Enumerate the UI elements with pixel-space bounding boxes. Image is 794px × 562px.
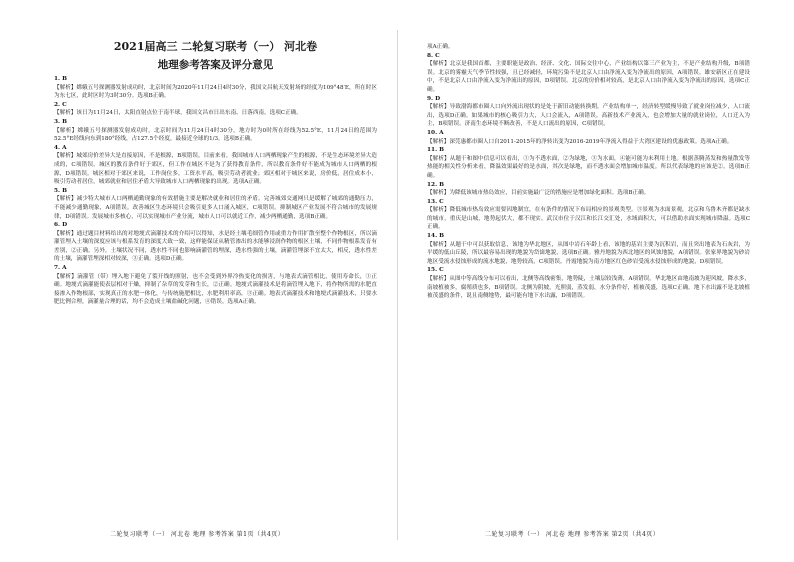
answer-explanation: 【解析】降低城市热岛效应需要因地制宜，在有条件的情况下布局相应的景观类型。③景观为水面景观，北京和乌鲁木齐都是缺水的城市，重庆是山城，地势起伏大，都不现实。武汉市位于汉江和长江交汇处，水域面积大，可以借助水面实现城市降温。选项C正确。 xyxy=(427,207,750,231)
answer-item xyxy=(427,146,750,180)
answer-explanation: 【解析】从题干和图中信息可以看出，①为不透水面，②为绿地，③为水面，④能可能为未利用土地。根据蒸腾蒸发和热量散发等热能的相关性分析来看，降温效果最好的是水面，其次是绿地，而不透水面会增加城市温度。所以代表绿地的应该是②。选项B正确。 xyxy=(427,155,750,179)
answer-item xyxy=(427,232,750,266)
answer-number: 3. B xyxy=(54,118,67,125)
answer-item xyxy=(54,144,377,187)
answer-item xyxy=(54,101,377,118)
answer-page-2 xyxy=(397,0,794,562)
answer-number: 1. B xyxy=(54,76,67,82)
answer-explanation: 【解析】通过题目材料给出的对地埂式滴灌技术的介绍可以得知，水是经土壤毛细管作用或重力作用扩散至整个作物根区，所以滴灌管埋入土壤的深度应该与根系发育的深度大致一致，这样能保证从精管渗出的水能够浸润作物的根区土壤，不同作物根系发育有差别，②正确。另外，土壤状况不同，透水性不同也影响滴灌管的埋深，透水性强的土壤，滴灌管埋深不宜太大，相反，透水性差的土壤，滴灌管埋深相对较深，③正确。选项D正确。 xyxy=(54,230,377,263)
answer-item xyxy=(427,198,750,232)
answer-item xyxy=(54,187,377,221)
answer-number: 7. A xyxy=(54,265,67,272)
answer-item xyxy=(54,221,377,264)
answer-number: 14. B xyxy=(427,233,445,240)
answer-explanation: 【解析】深莞惠都市圈人口自2011-2015年的净转出变为2016-2019年净流入得益于大湾区建设的优惠政策。选项A正确。 xyxy=(427,138,733,145)
answer-explanation: 【解析】导致渤海都市圈人口向外流出现状的是处于新旧动能转换期，产业结构单一，经济转型缓慢导致了就业岗位减少，人口流出，选项D正确。如果城市的核心吸引力大，人口会流入，A项错误。高新技术产业流入，也会增加大量的就业岗位，人口迁入为主，B项错误。济南生态环境不断改善，不是人口流出的原因，C项错误。 xyxy=(427,104,750,128)
answer-explanation: 项A正确。 xyxy=(427,44,454,50)
answer-number: 5. B xyxy=(54,187,67,194)
answer-explanation: 【解析】滴灌管（带）埋入地下避免了裂开线的照射，也不会受到外界冷热变化的损害，与地表式滴管相比，使用寿命长，①正确。地埂式滴灌能使表层相对干燥，抑制了杂草的发芽和生长，②正确。地埂式滴灌技术是将滴管埋入地下，将作物所需的水肥直接渗入作物根部，实现真正的水肥一体化，与传统施肥相比，水肥利用率高，③正确。地表式滴灌技术和地埂式滴灌技术，只要水肥比例合理，滴灌量合理的话，均不会造成土壤盐碱化问题，④错误。选项A正确。 xyxy=(54,273,377,306)
answer-explanation: 【解析】城郊房价差异大是直接原因，不是根源，B项错误。目前来看，我国城市人口两栖现象产生的根源，不是生态环境差异大造成的，C项错误。城区的教育条件好于郊区，但工作在城区不是为了获得教育条件，所以教育条件好不能成为城市人口两栖的根源，D项错误。城区相对于郊区来说，工作岗位多，工资水平高，吸引劳动者就业；郊区相对于城区来说，房价低，居住成本小，吸引劳动者居住，城郊就业和居住矛盾大导致城市人口两栖现象的出现。选项A正确。 xyxy=(54,153,377,186)
answer-number: 13. C xyxy=(427,198,444,205)
answer-item xyxy=(427,266,750,300)
document-subtitle: 地理参考答案及评分意见 xyxy=(157,59,274,71)
answer-number: 2. C xyxy=(54,101,67,108)
answer-explanation: 【解析】北京是我国首都，主要职能是政治、经济、文化、国际交往中心，产业结构以第三产业为主，不是产业结构升级，B项错误。北京的雾霾天气季节性较强，且已经减轻，环境污染不是北京人口由净流入变为净流出的原因，A项错误。雄安新区正在建设中，不是北京人口由净流入变为净流出的原因，D项错误。北京的房价相对较高，是北京人口由净流入变为净流出的原因，选项C正确。 xyxy=(427,61,750,93)
answer-list-right xyxy=(427,43,750,301)
answer-explanation: 【解析】嫦娥五号探测器发射成功时，北京时间为11月24日4时30分，地方时为0时所在经线为52.5°E，11月24日的范围为52.5°E经线向东到180°经线，占127.5个经度，最接近全球的1/3。选项B正确。 xyxy=(54,127,377,143)
answer-explanation: 【解析】为降低该城市热岛效应，目前实施最广泛的措施应是增加绿化面积。选项B正确。 xyxy=(427,190,650,197)
answer-item xyxy=(427,95,750,129)
answer-number: 8. C xyxy=(427,52,440,59)
answer-item xyxy=(427,129,750,146)
answer-item xyxy=(54,118,377,144)
answer-explanation: 【解析】减少特大城市人口两栖通勤现象的有效措施主要是解决就业和居住的矛盾。完善城郊交通网只是缓解了城郊的通勤压力，不能减少通勤现象，A项错误。改善城区生态环境只会吸引更多人口涌入城区，C项错误。抑制城区产业发展不符合城市的发展规律，D项错误。发展城市多核心，可以实现城市产业分流，城市人口可以就近工作，减少两栖通勤，选项B正确。 xyxy=(54,196,377,220)
answer-item xyxy=(427,181,750,198)
answer-number: 11. B xyxy=(427,147,445,154)
page-footer-2: 二轮复习联考（一） 河北卷 地理 参考答案 第2页（共4页） xyxy=(485,531,660,538)
answer-number: 10. A xyxy=(427,129,444,136)
answer-item xyxy=(54,264,377,307)
answer-number: 15. C xyxy=(427,267,444,274)
answer-item xyxy=(427,43,750,52)
page-footer-1: 二轮复习联考（一） 河北卷 地理 参考答案 第1页（共4页） xyxy=(110,531,285,538)
answer-explanation: 【解析】该日为11月24日，太阳直射点位于南半球，我国文昌市日出东南、日落西南。选项C正确。 xyxy=(54,110,302,117)
answer-number: 6. D xyxy=(54,222,68,229)
answer-number: 9. D xyxy=(427,95,441,102)
answer-item xyxy=(54,75,377,101)
answer-explanation: 【解析】从题干中可以获取信息，该地为华北地区，从图中岩石年龄上看，该地的基岩主要为沉积岩，而且突出地表为石灰岩，为平缓的低山丘陵，所以最容易出现的地貌为岱崮地貌，选项B正确。雅丹地貌为西北地区的风蚀地貌，A项错误。张家界地貌为砂岩地区受流水侵蚀形成的流水地貌，地势较高，C项错误。丹霞地貌为南方地区红色砂岩受流水侵蚀形成的地貌，D项错误。 xyxy=(427,241,750,265)
answer-explanation: 【解析】从图中等高线分布可以看出，北侧等高线密集，地势陡，土壤层较浅薄，A项错误。华北地区由地南坡为迎风坡，降水多，南坡植被多，腐殖质也多，B项错误。北侧为阴坡，光照弱，蒸发弱，水分条件好，植被茂盛，选项C正确。地下水出露不是北坡植被茂盛的条件，说且南侧地势，最可能有地下水出露，D项错误。 xyxy=(427,276,750,300)
document-title: 2021届高三 二轮复习联考（一） 河北卷 xyxy=(113,40,318,53)
answer-number: 4. A xyxy=(54,144,67,151)
answer-item xyxy=(427,52,750,95)
answer-list-left xyxy=(54,75,377,307)
answer-explanation: 【解析】嫦娥五号探测器发射成功时，北京时间为2020年11月24日4时30分，我国文昌航天发射场的经度为109°48′E，所在时区为东七区，此时区时为3时30分。选项B正确。 xyxy=(54,84,377,100)
answer-number: 12. B xyxy=(427,181,445,188)
